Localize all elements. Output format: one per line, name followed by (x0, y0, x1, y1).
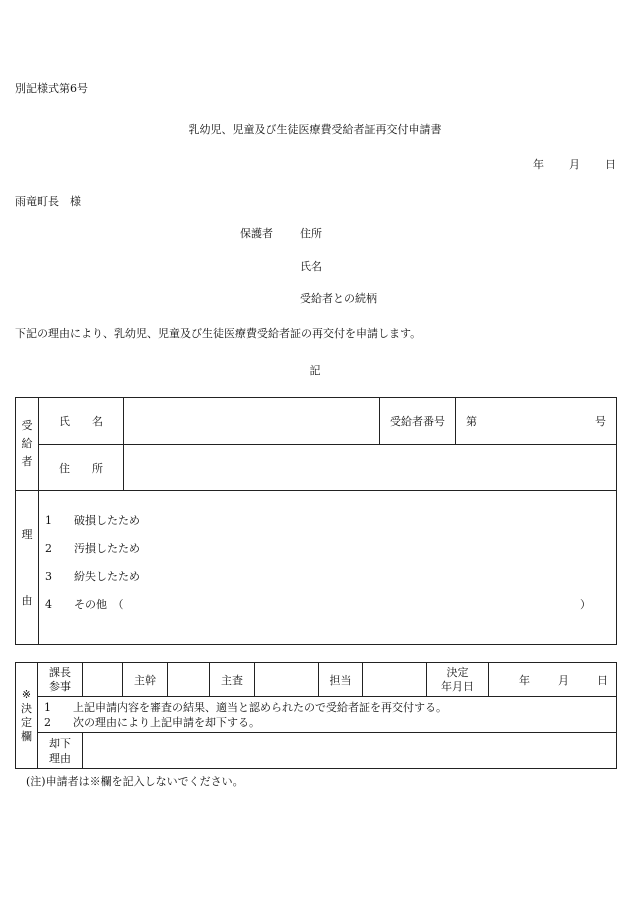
decision-side-label: ※ 決 定 欄 (16, 663, 38, 769)
kacho-sanji-seal[interactable] (83, 663, 123, 697)
page-title: 乳幼児、児童及び生徒医療費受給者証再交付申請書 (188, 123, 442, 136)
date-year: 年 (533, 158, 544, 171)
reason-side-label: 理 由 (16, 491, 39, 645)
recipient-table (15, 397, 617, 645)
guardian-address-label: 住所 (300, 227, 322, 240)
decision-table (15, 662, 617, 769)
reason-item-1[interactable]: 1 破損したため (45, 514, 140, 527)
addressee: 雨竜町長 様 (15, 195, 81, 208)
decision-line-1[interactable]: 1 上記申請内容を審査の結果、適当と認められたので受給者証を再交付する。 (44, 700, 447, 714)
shukan-label: 主幹 (123, 663, 168, 697)
reason-item-4[interactable]: 4 その他 （ (45, 598, 124, 611)
name-label: 氏 名 (39, 398, 124, 445)
recipient-number-label: 受給者番号 (380, 398, 456, 445)
ki-label: 記 (309, 364, 321, 377)
rejection-reason-field[interactable] (83, 733, 617, 769)
address-label: 住 所 (39, 445, 124, 491)
decision-outcome (38, 697, 617, 733)
shusa-seal[interactable] (255, 663, 319, 697)
rejection-reason-label: 却下 理由 (38, 733, 83, 769)
number-prefix: 第 (466, 415, 477, 428)
recipient-side-label: 受 給 者 (16, 398, 39, 491)
shukan-seal[interactable] (168, 663, 210, 697)
reason-item-2[interactable]: 2 汚損したため (45, 542, 140, 555)
note: (注)申請者は※欄を記入しないでください。 (26, 775, 244, 788)
tanto-label: 担当 (319, 663, 363, 697)
shusa-label: 主査 (210, 663, 255, 697)
form-number: 別記様式第6号 (15, 82, 88, 95)
decision-year: 年 (519, 673, 530, 687)
guardian-name-label: 氏名 (300, 260, 322, 273)
decision-month: 月 (558, 673, 569, 687)
tanto-seal[interactable] (363, 663, 427, 697)
kettei-label: 決定 年月日 (427, 663, 489, 697)
number-suffix: 号 (595, 415, 606, 428)
decision-line-2[interactable]: 2 次の理由により上記申請を却下する。 (44, 715, 260, 729)
recipient-number-field[interactable] (456, 398, 617, 445)
intro-text: 下記の理由により、乳幼児、児童及び生徒医療費受給者証の再交付を申請します。 (15, 327, 422, 340)
guardian-label: 保護者 (240, 227, 273, 240)
reason-options (39, 491, 617, 645)
kacho-sanji-label: 課長 参事 (38, 663, 83, 697)
decision-day: 日 (597, 673, 608, 687)
reason-item-3[interactable]: 3 紛失したため (45, 570, 140, 583)
date-day: 日 (605, 158, 616, 171)
guardian-relationship-label: 受給者との続柄 (300, 292, 377, 305)
date-month: 月 (569, 158, 580, 171)
name-field[interactable] (124, 398, 380, 445)
decision-date-field[interactable] (489, 663, 617, 697)
reason-close-paren: ） (580, 598, 591, 611)
address-field[interactable] (124, 445, 617, 491)
